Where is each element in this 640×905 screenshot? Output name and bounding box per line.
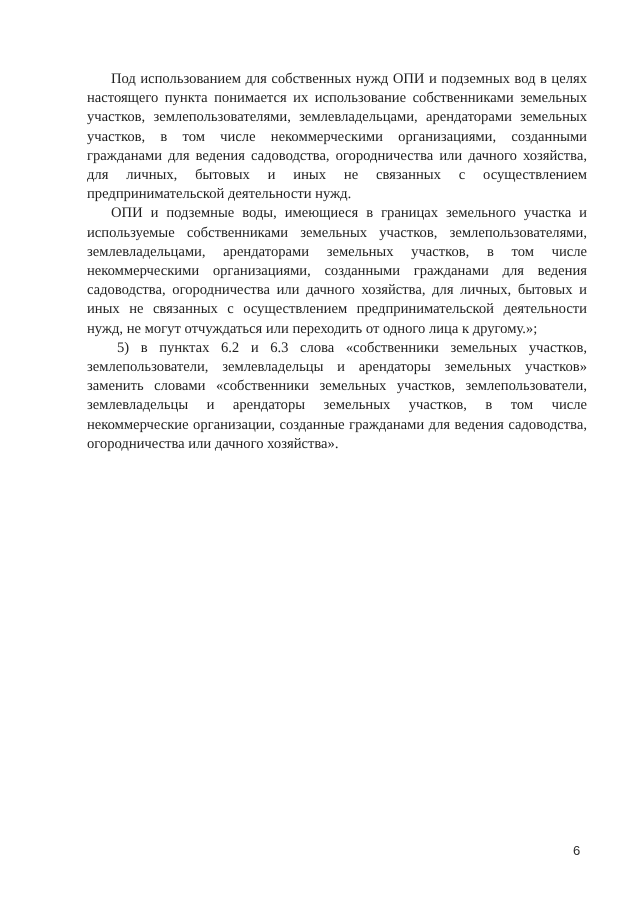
paragraph-own-needs-definition: Под использованием для собственных нужд ОПИ и подземных вод в целях настоящего пункта понимается их использование собственниками земельных участков, землепользователями, землевладельцами, арендаторами земельных участков, в том числе некоммерческими организациями, созданными гражданами для ведения садоводства, огородничества или дачного хозяйства, для личных, бытовых и иных не связанных с осуществлением предпринимательской деятельности нужд.: [87, 71, 587, 203]
document-body: [87, 70, 587, 454]
page-number: 6: [573, 843, 581, 858]
paragraph-item-5-amendment: 5) в пунктах 6.2 и 6.3 слова «собственники земельных участков, землепользователи, землевладельцы и арендаторы земельных участков» заменить словами «собственники земельных участков, землепользователи, землевладельцы и арендаторы земельных участков, в том числе некоммерческие организации, созданные гражданами для ведения садоводства, огородничества или дачного хозяйства».: [87, 339, 587, 452]
paragraph-alienation-restriction: ОПИ и подземные воды, имеющиеся в границах земельного участка и используемые собственниками земельных участков, землепользователями, землевладельцами, арендаторами земельных участков, в том числе некоммерческими организациями, созданными гражданами для ведения садоводства, огородничества или дачного хозяйства, для личных, бытовых и иных не связанных с осуществлением предпринимательской деятельности нужд, не могут отчуждаться или переходить от одного лица к другому.»;: [87, 205, 587, 337]
